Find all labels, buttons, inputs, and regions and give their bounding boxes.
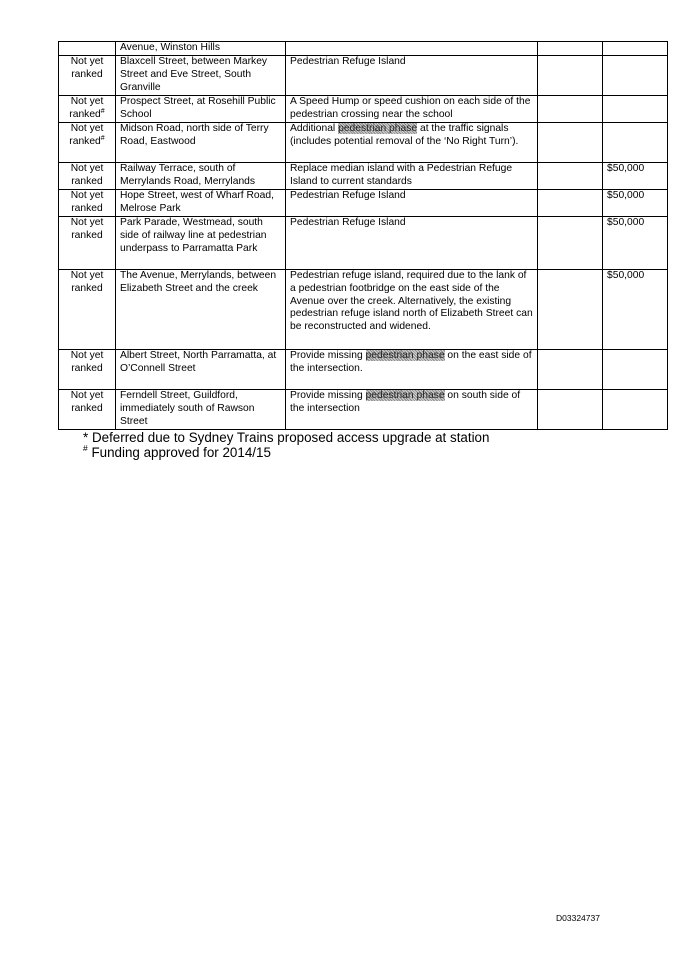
funding-mark: # [100, 134, 105, 142]
empty-cell [538, 96, 603, 123]
empty-cell [538, 42, 603, 56]
empty-cell [538, 350, 603, 390]
description-text-end: on the east side of the intersection. [290, 350, 532, 374]
description-cell: Pedestrian refuge island, required due to the lank of a pedestrian footbridge on the east side of the Avenue over the creek. Alternatively, the existing pedestrian refuge island north of Elizabeth Street can be reconstructed and widened. [286, 270, 538, 350]
location-cell: Ferndell Street, Guildford, immediately south of Rawson Street [116, 390, 286, 430]
rank-text: Not yet ranked [70, 190, 104, 214]
location-cell: Railway Terrace, south of Merrylands Road, Merrylands [116, 163, 286, 190]
description-text-end: at the traffic signals (includes potential removal of the ‘No Right Turn’). [290, 123, 519, 147]
location-cell: Albert Street, North Parramatta, at O’Connell Street [116, 350, 286, 390]
description-cell [286, 390, 538, 430]
rank-text: Not yet ranked [69, 96, 104, 120]
description-cell: Pedestrian Refuge Island [286, 190, 538, 217]
works-table [58, 41, 668, 430]
table-row [59, 217, 668, 270]
rank-cell [59, 56, 116, 96]
description-cell: Replace median island with a Pedestrian Refuge Island to current standards [286, 163, 538, 190]
table-row [59, 96, 668, 123]
rank-text: Not yet ranked [70, 350, 104, 374]
highlighted-phrase: pedestrian phase [365, 350, 445, 361]
cost-cell [603, 42, 668, 56]
rank-cell [59, 390, 116, 430]
table-row [59, 56, 668, 96]
description-text-start: Additional [290, 123, 339, 134]
footnote-deferred [83, 430, 489, 445]
empty-cell [538, 56, 603, 96]
description-cell: Pedestrian Refuge Island [286, 56, 538, 96]
footnote-funding-mark: # [83, 443, 88, 453]
empty-cell [538, 190, 603, 217]
cost-cell: $50,000 [603, 163, 668, 190]
highlighted-phrase: pedestrian phase [338, 123, 418, 134]
rank-cell [59, 123, 116, 163]
cost-cell: $50,000 [603, 190, 668, 217]
rank-text: Not yet ranked [69, 123, 104, 147]
table-row [59, 350, 668, 390]
rank-cell [59, 350, 116, 390]
rank-text: Not yet ranked [70, 56, 104, 80]
location-cell: Midson Road, north side of Terry Road, Eastwood [116, 123, 286, 163]
location-cell: Hope Street, west of Wharf Road, Melrose Park [116, 190, 286, 217]
cost-cell: $50,000 [603, 270, 668, 350]
location-cell: Prospect Street, at Rosehill Public School [116, 96, 286, 123]
description-text-start: Provide missing [290, 390, 366, 401]
description-cell: Pedestrian Refuge Island [286, 217, 538, 270]
empty-cell [538, 217, 603, 270]
cost-cell [603, 123, 668, 163]
cost-cell [603, 390, 668, 430]
document-id: D03324737 [556, 913, 600, 923]
location-cell: The Avenue, Merrylands, between Elizabeth Street and the creek [116, 270, 286, 350]
footnote-funding-text: Funding approved for 2014/15 [91, 445, 271, 460]
footnote-deferred-text: Deferred due to Sydney Trains proposed access upgrade at station [91, 430, 490, 445]
rank-text: Not yet ranked [70, 390, 104, 414]
cost-cell [603, 350, 668, 390]
location-cell: Blaxcell Street, between Markey Street and Eve Street, South Granville [116, 56, 286, 96]
table-row [59, 390, 668, 430]
cost-cell [603, 56, 668, 96]
rank-cell [59, 96, 116, 123]
description-cell: A Speed Hump or speed cushion on each side of the pedestrian crossing near the school [286, 96, 538, 123]
highlighted-phrase: pedestrian phase [365, 390, 445, 401]
table-row [59, 123, 668, 163]
empty-cell [538, 163, 603, 190]
table-row [59, 42, 668, 56]
rank-cell [59, 42, 116, 56]
footnote-deferred-mark: * [83, 430, 89, 445]
cost-cell: $50,000 [603, 217, 668, 270]
rank-cell [59, 270, 116, 350]
empty-cell [538, 270, 603, 350]
rank-text: Not yet ranked [70, 217, 104, 241]
rank-cell [59, 217, 116, 270]
funding-mark: # [100, 107, 105, 115]
table-row [59, 163, 668, 190]
rank-cell [59, 163, 116, 190]
description-cell [286, 42, 538, 56]
location-cell: Avenue, Winston Hills [116, 42, 286, 56]
cost-cell [603, 96, 668, 123]
rank-text: Not yet ranked [70, 270, 104, 294]
description-text-start: Provide missing [290, 350, 366, 361]
description-cell [286, 350, 538, 390]
empty-cell [538, 390, 603, 430]
footnotes [83, 430, 489, 460]
empty-cell [538, 123, 603, 163]
location-cell: Park Parade, Westmead, south side of railway line at pedestrian underpass to Parramatta Park [116, 217, 286, 270]
footnote-funding [83, 445, 489, 460]
rank-cell [59, 190, 116, 217]
description-text-end: on south side of the intersection [290, 390, 521, 414]
table-row [59, 190, 668, 217]
works-table-body [59, 42, 668, 430]
table-row [59, 270, 668, 350]
description-cell [286, 123, 538, 163]
rank-text: Not yet ranked [70, 163, 104, 187]
